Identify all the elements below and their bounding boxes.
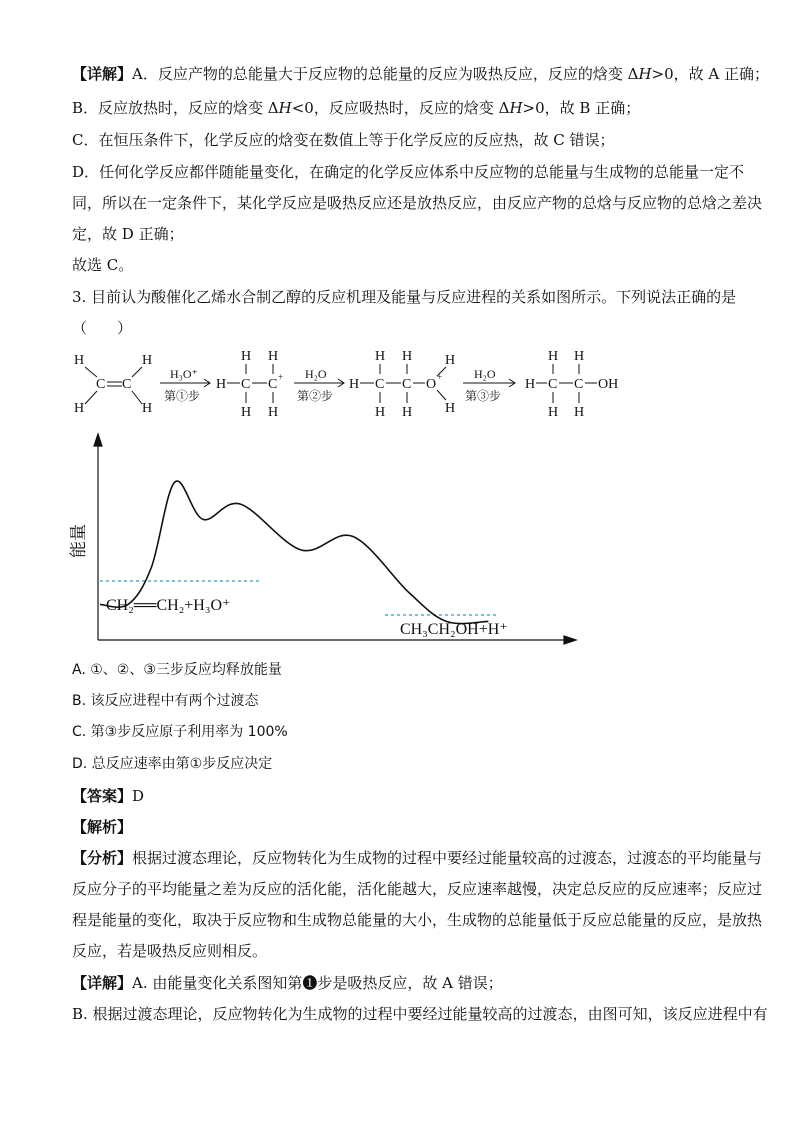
cation-c1: C — [241, 377, 251, 392]
oxonium-c1: C — [375, 377, 385, 392]
oxonium-h-top2: H — [402, 349, 413, 364]
analysis-tag: 【解析】 — [72, 818, 133, 836]
oxonium-h-bot1: H — [375, 405, 386, 420]
ethylene-h2: H — [74, 401, 85, 416]
reagent-2: H₂O — [305, 367, 327, 381]
bond — [85, 367, 97, 377]
reactant-label: CH₂══CH₂+H₃O⁺ — [106, 597, 231, 614]
cation-h-top2: H — [268, 349, 279, 364]
answer-tag: 【答案】 — [72, 787, 133, 805]
explanation-line-d3: 定，故 D 正确； — [72, 225, 184, 243]
x-axis-arrowhead — [564, 636, 576, 644]
detail-line-b: B. 根据过渡态理论，反应物转化为生成物的过程中要经过能量较高的过渡态，由图可知，该反应进程中有 — [72, 1005, 768, 1023]
oxonium-h-left: H — [349, 377, 360, 392]
detail-tag: 【详解】 — [72, 65, 133, 83]
cation-c2: C — [268, 377, 278, 392]
ethanol-h-bot1: H — [548, 405, 559, 420]
option-d: D. 总反应速率由第①步反应决定 — [72, 756, 273, 772]
step-2-label: 第②步 — [297, 389, 334, 403]
ethylene-h3: H — [142, 353, 153, 368]
detail-tag-2: 【详解】 — [72, 974, 133, 992]
answer-line — [72, 786, 144, 806]
ethanol-oh: OH — [598, 377, 619, 392]
ethanol-c1: C — [548, 377, 558, 392]
oxonium-h-o1: H — [445, 353, 456, 368]
reaction-mechanism-scheme — [60, 342, 660, 420]
y-axis-arrowhead — [94, 434, 102, 446]
bond — [132, 391, 142, 404]
explanation-line-a: 【详解】A．反应产物的总能量大于反应物的总能量的反应为吸热反应，反应的焓变 ΔH>0，故 A 正确； — [72, 65, 770, 83]
cation-h-left: H — [216, 377, 227, 392]
cation-charge: + — [278, 372, 284, 382]
explanation-line-c: C．在恒压条件下，化学反应的焓变在数值上等于化学反应的反应热，故 C 错误； — [72, 131, 615, 149]
product-label: CH₃CH₂OH+H⁺ — [400, 621, 508, 638]
analysis-line-1: 【分析】根据过渡态理论，反应物转化为生成物的过程中要经过能量较高的过渡态，过渡态的平均能量与 — [72, 849, 763, 867]
explanation-line-d2: 同，所以在一定条件下，某化学反应是吸热反应还是放热反应，由反应产物的总焓与反应物的总焓之差决 — [72, 194, 763, 212]
analysis-line-4: 反应，若是吸热反应则相反。 — [72, 942, 268, 960]
ethanol-c2: C — [574, 377, 584, 392]
y-axis-label: 能量 — [69, 524, 88, 558]
oxonium-h-top1: H — [375, 349, 386, 364]
oxonium-h-o2: H — [445, 401, 456, 416]
bond — [437, 390, 446, 400]
oxonium-o: O — [426, 377, 437, 392]
detail-line-a: 【详解】A. 由能量变化关系图知第❶步是吸热反应，故 A 错误； — [72, 974, 503, 992]
answer-value: D — [132, 787, 145, 805]
analysis-sub-tag: 【分析】 — [72, 849, 133, 867]
question-stem: 3. 目前认为酸催化乙烯水合制乙醇的反应机理及能量与反应进程的关系如图所示。下列说法正确的是 — [72, 288, 737, 306]
oxonium-charge: + — [437, 372, 443, 382]
question-bracket: （ ） — [72, 319, 133, 337]
explanation-conclusion: 故选 C。 — [72, 256, 134, 274]
ethanol-h-top1: H — [548, 349, 559, 364]
ethylene-h4: H — [142, 401, 153, 416]
ethanol-h-top2: H — [574, 349, 585, 364]
cation-h-bot2: H — [268, 405, 279, 420]
explanation-line-b: B．反应放热时，反应的焓变 ΔH<0，反应吸热时，反应的焓变 ΔH>0，故 B 正确； — [72, 99, 641, 117]
ethylene-c1: C — [96, 377, 106, 392]
bond — [85, 391, 97, 404]
option-c: C. 第③步反应原子利用率为 100% — [72, 724, 288, 740]
option-b: B. 该反应进程中有两个过渡态 — [72, 693, 259, 709]
analysis-line-2: 反应分子的平均能量之差为反应的活化能，活化能越大，反应速率越慢，决定总反应的反应速率；反应过 — [72, 880, 763, 898]
reagent-1: H₃O⁺ — [170, 367, 198, 381]
energy-profile-chart — [60, 428, 590, 648]
step-1-label: 第①步 — [164, 389, 201, 403]
reagent-3: H₂O — [474, 367, 496, 381]
option-a: A. ①、②、③三步反应均释放能量 — [72, 662, 282, 678]
cation-h-top1: H — [241, 349, 252, 364]
analysis-line-3: 程是能量的变化，取决于反应物和生成物总能量的大小，生成物的总能量低于反应总能量的反应，是放热 — [72, 911, 763, 929]
oxonium-h-bot2: H — [402, 405, 413, 420]
ethylene-h1: H — [74, 353, 85, 368]
ethylene-c2: C — [122, 377, 132, 392]
bond — [132, 367, 142, 377]
oxonium-c2: C — [402, 377, 412, 392]
step-3-label: 第③步 — [465, 389, 502, 403]
cation-h-bot1: H — [241, 405, 252, 420]
explanation-line-d1: D．任何化学反应都伴随能量变化，在确定的化学反应体系中反应物的总能量与生成物的总能量一定不 — [72, 163, 745, 181]
ethanol-h-bot2: H — [574, 405, 585, 420]
ethanol-h-left: H — [525, 377, 536, 392]
